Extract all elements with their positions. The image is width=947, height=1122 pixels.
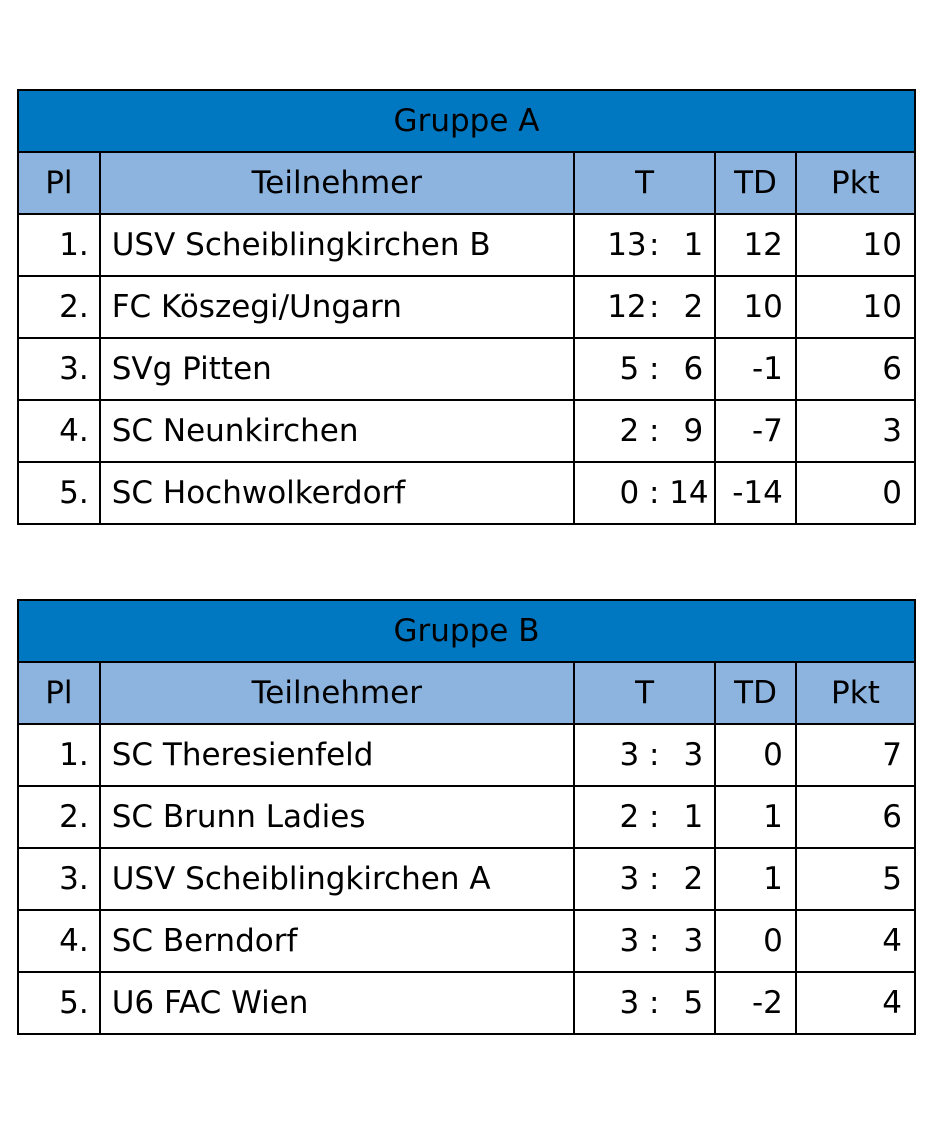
score-separator: : (648, 227, 660, 263)
points: 10 (796, 214, 915, 276)
points: 6 (796, 338, 915, 400)
score-separator: : (648, 289, 660, 325)
team-name: USV Scheiblingkirchen B (100, 214, 574, 276)
team-name: SC Theresienfeld (100, 724, 574, 786)
goal-difference: 1 (715, 786, 796, 848)
goals (574, 462, 715, 524)
goals (574, 972, 715, 1034)
goals (574, 724, 715, 786)
goals-for: 5 (619, 351, 640, 387)
goals (574, 848, 715, 910)
team-name: SVg Pitten (100, 338, 574, 400)
rank: 1. (18, 214, 100, 276)
header-t: T (574, 152, 715, 214)
rank: 1. (18, 724, 100, 786)
goals-for: 3 (619, 861, 640, 897)
table-row (18, 214, 915, 276)
goal-difference: -7 (715, 400, 796, 462)
score-separator: : (648, 413, 660, 449)
goals-against: 2 (683, 289, 704, 325)
header-t: T (574, 662, 715, 724)
table-row (18, 910, 915, 972)
score-separator: : (648, 923, 660, 959)
points: 4 (796, 972, 915, 1034)
team-name: U6 FAC Wien (100, 972, 574, 1034)
goals-for: 0 (619, 475, 640, 511)
goals (574, 214, 715, 276)
goals (574, 338, 715, 400)
table-row (18, 400, 915, 462)
goal-difference: 1 (715, 848, 796, 910)
points: 4 (796, 910, 915, 972)
table-row (18, 276, 915, 338)
points: 0 (796, 462, 915, 524)
goals (574, 276, 715, 338)
goals-against: 14 (669, 475, 709, 511)
points: 10 (796, 276, 915, 338)
rank: 2. (18, 276, 100, 338)
team-name: SC Berndorf (100, 910, 574, 972)
rank: 4. (18, 400, 100, 462)
goals-against: 3 (683, 737, 704, 773)
score-separator: : (648, 351, 660, 387)
goals (574, 786, 715, 848)
score-separator: : (648, 475, 660, 511)
header-td: TD (715, 152, 796, 214)
goals-for: 3 (619, 923, 640, 959)
team-name: SC Brunn Ladies (100, 786, 574, 848)
goals (574, 910, 715, 972)
goals-for: 13 (607, 227, 647, 263)
header-teilnehmer: Teilnehmer (100, 152, 574, 214)
group-title: Gruppe A (18, 90, 915, 152)
score-separator: : (648, 737, 660, 773)
goals-against: 1 (683, 799, 704, 835)
table-row (18, 972, 915, 1034)
group-b-table (17, 599, 916, 1035)
rank: 2. (18, 786, 100, 848)
goals-for: 3 (619, 985, 640, 1021)
goal-difference: -1 (715, 338, 796, 400)
group-title-row (18, 600, 915, 662)
header-pkt: Pkt (796, 662, 915, 724)
goals-for: 2 (619, 799, 640, 835)
header-td: TD (715, 662, 796, 724)
team-name: USV Scheiblingkirchen A (100, 848, 574, 910)
score-separator: : (648, 799, 660, 835)
goal-difference: -14 (715, 462, 796, 524)
goals-against: 9 (683, 413, 704, 449)
table-row (18, 462, 915, 524)
header-pkt: Pkt (796, 152, 915, 214)
table-row (18, 724, 915, 786)
goals-for: 2 (619, 413, 640, 449)
goals-against: 1 (683, 227, 704, 263)
goal-difference: 0 (715, 724, 796, 786)
table-row (18, 848, 915, 910)
header-row (18, 152, 915, 214)
goals-for: 12 (607, 289, 647, 325)
group-a-table (17, 89, 916, 525)
goals (574, 400, 715, 462)
table-row (18, 786, 915, 848)
goals-against: 2 (683, 861, 704, 897)
points: 7 (796, 724, 915, 786)
team-name: SC Hochwolkerdorf (100, 462, 574, 524)
rank: 3. (18, 848, 100, 910)
group-title-row (18, 90, 915, 152)
score-separator: : (648, 985, 660, 1021)
goal-difference: 10 (715, 276, 796, 338)
goals-against: 6 (683, 351, 704, 387)
rank: 5. (18, 462, 100, 524)
header-pl: Pl (18, 152, 100, 214)
table-row (18, 338, 915, 400)
goal-difference: -2 (715, 972, 796, 1034)
header-pl: Pl (18, 662, 100, 724)
team-name: FC Köszegi/Ungarn (100, 276, 574, 338)
team-name: SC Neunkirchen (100, 400, 574, 462)
goal-difference: 0 (715, 910, 796, 972)
points: 5 (796, 848, 915, 910)
header-teilnehmer: Teilnehmer (100, 662, 574, 724)
points: 6 (796, 786, 915, 848)
rank: 4. (18, 910, 100, 972)
rank: 5. (18, 972, 100, 1034)
points: 3 (796, 400, 915, 462)
header-row (18, 662, 915, 724)
goal-difference: 12 (715, 214, 796, 276)
score-separator: : (648, 861, 660, 897)
rank: 3. (18, 338, 100, 400)
goals-for: 3 (619, 737, 640, 773)
goals-against: 5 (683, 985, 704, 1021)
group-title: Gruppe B (18, 600, 915, 662)
goals-against: 3 (683, 923, 704, 959)
